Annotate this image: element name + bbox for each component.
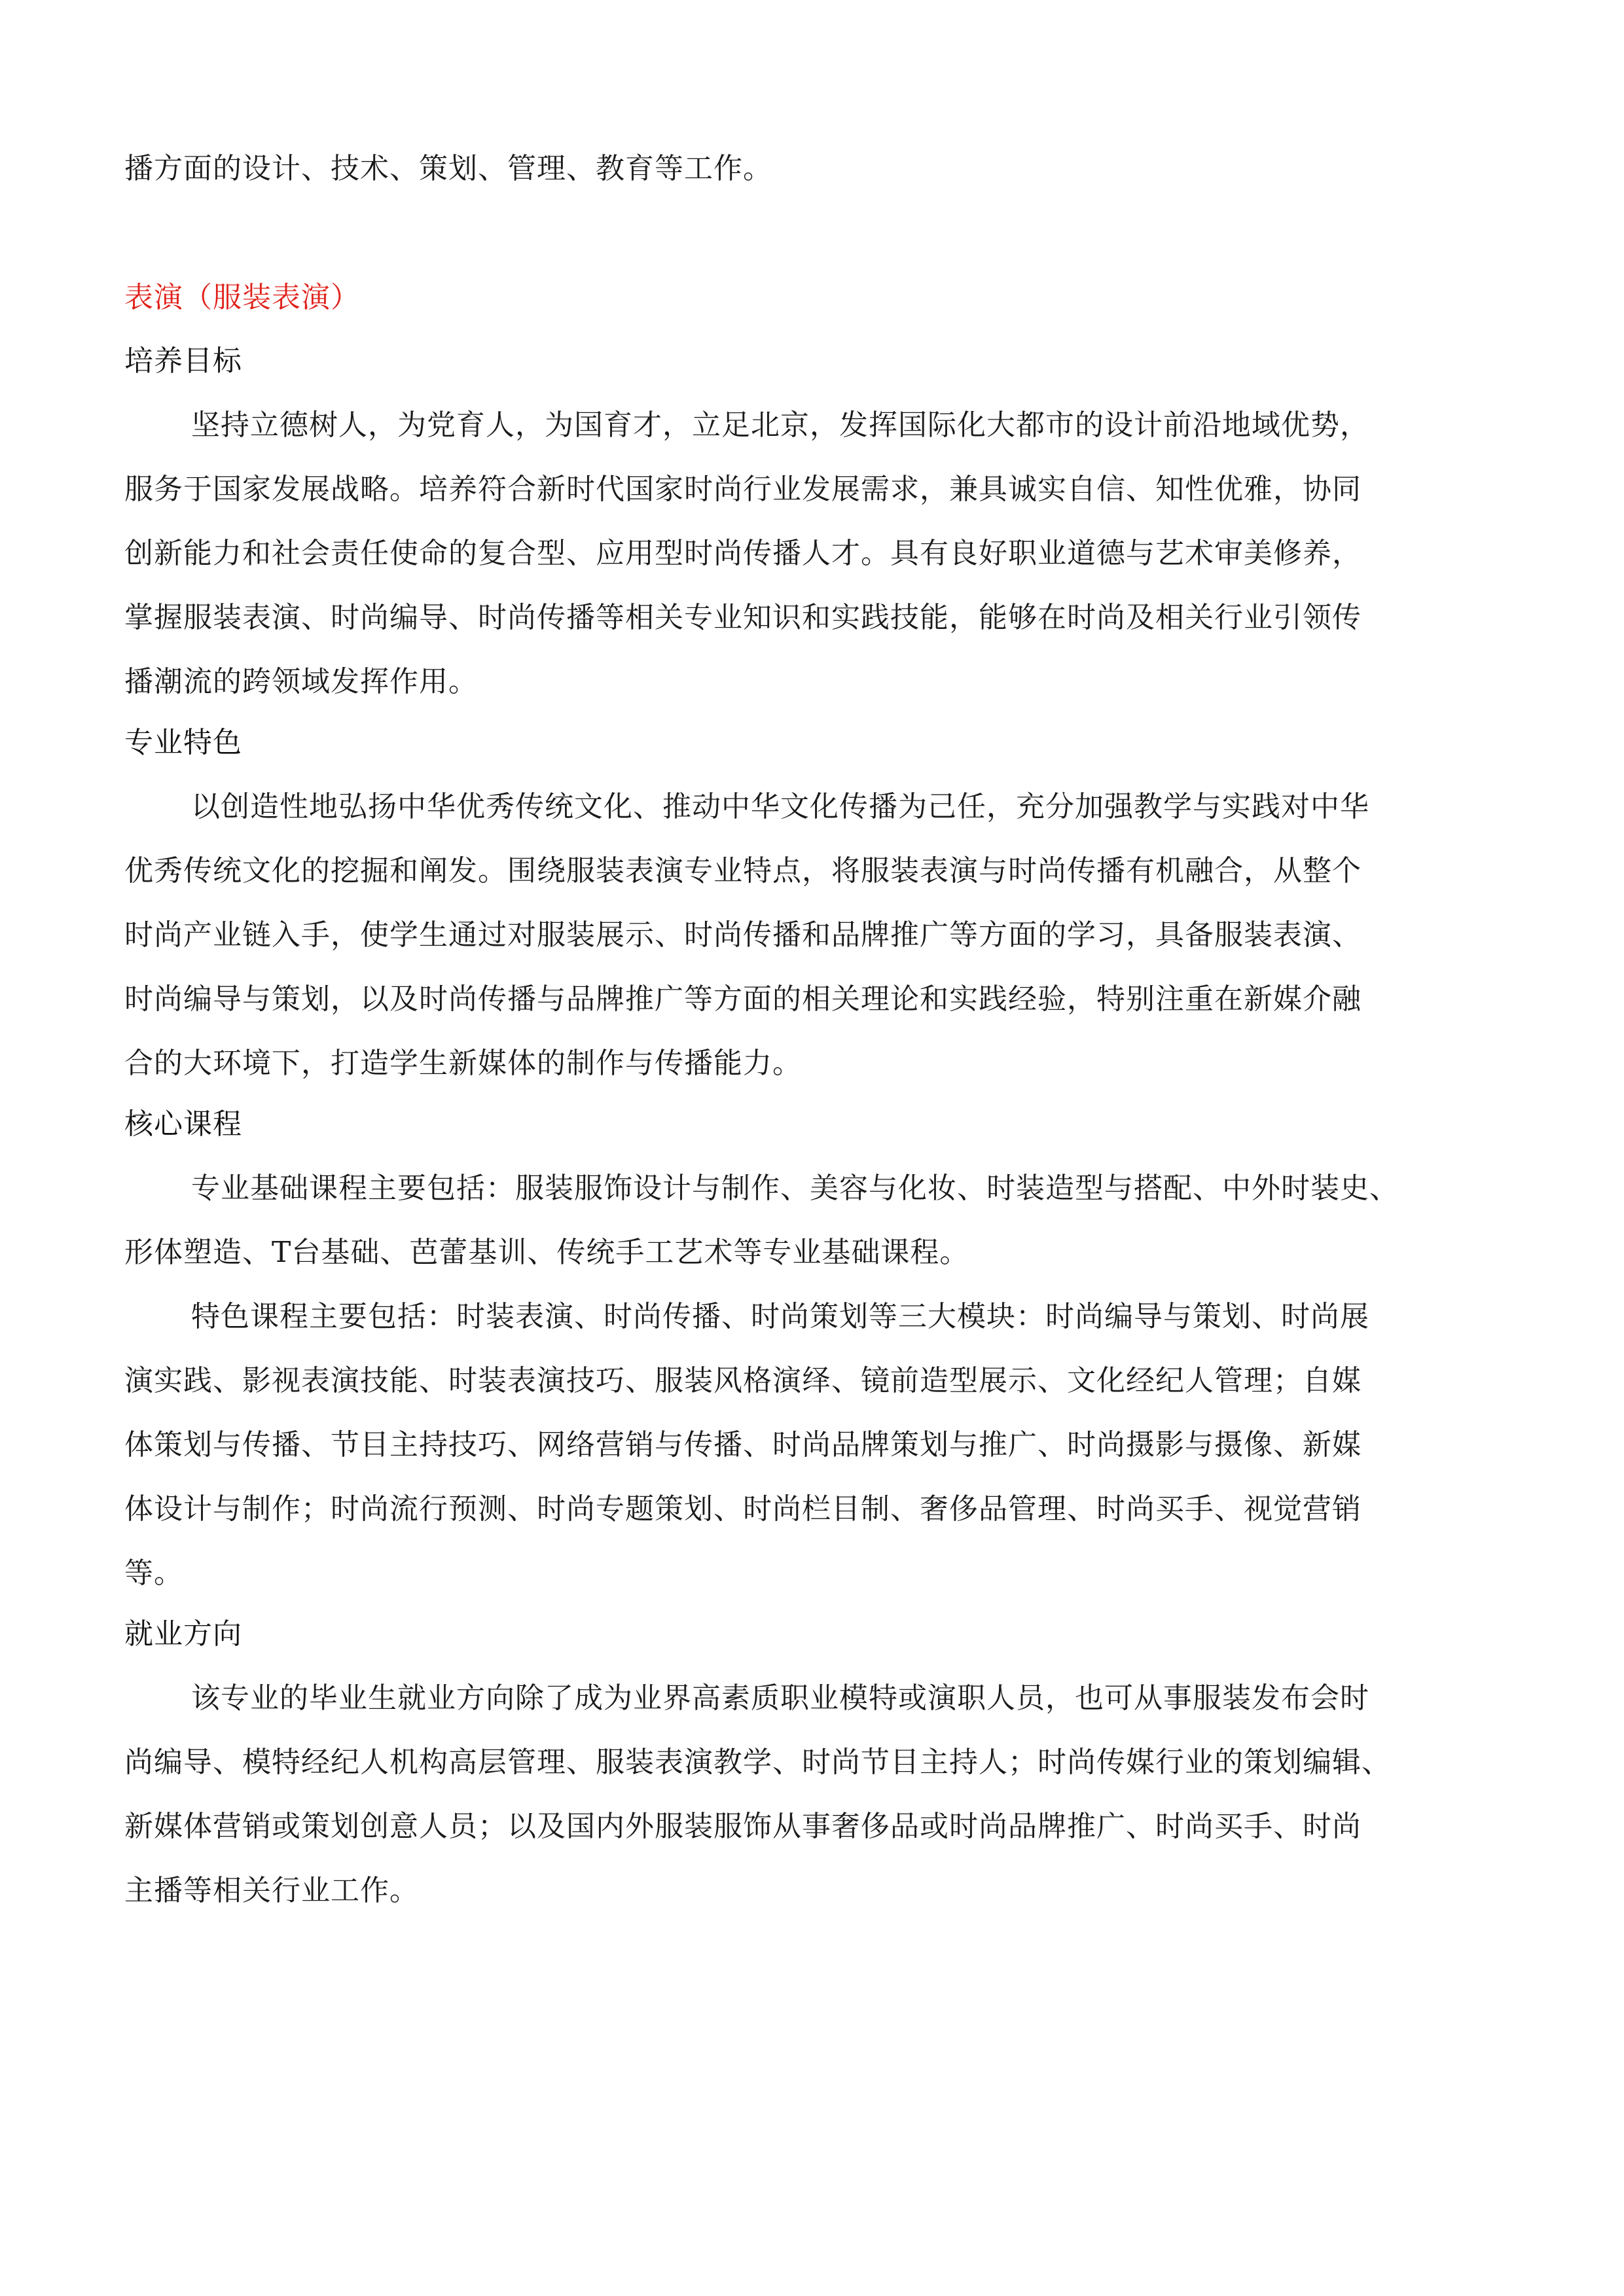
employment-line: 主播等相关行业工作。	[124, 1874, 419, 1907]
courses-line: 等。	[124, 1556, 183, 1590]
objectives-line: 播潮流的跨领域发挥作用。	[124, 665, 478, 698]
employment-line: 该专业的毕业生就业方向除了成为业界高素质职业模特或演职人员，也可从事服装发布会时	[191, 1681, 1369, 1715]
objectives-line: 服务于国家发展战略。培养符合新时代国家时尚行业发展需求，兼具诚实自信、知性优雅，协同	[124, 473, 1362, 506]
courses-line: 体设计与制作；时尚流行预测、时尚专题策划、时尚栏目制、奢侈品管理、时尚买手、视觉营销	[124, 1492, 1362, 1526]
objectives-line: 掌握服装表演、时尚编导、时尚传播等相关专业知识和实践技能，能够在时尚及相关行业引领传	[124, 601, 1362, 634]
objectives-heading: 培养目标	[124, 344, 242, 378]
features-line: 合的大环境下，打造学生新媒体的制作与传播能力。	[124, 1047, 802, 1080]
section-title: 表演（服装表演）	[124, 281, 360, 314]
courses-line: 专业基础课程主要包括：服装服饰设计与制作、美容与化妆、时装造型与搭配、中外时装史、	[191, 1172, 1399, 1205]
intro-line: 播方面的设计、技术、策划、管理、教育等工作。	[124, 152, 772, 185]
courses-line: 体策划与传播、节目主持技巧、网络营销与传播、时尚品牌策划与推广、时尚摄影与摄像、新媒	[124, 1428, 1362, 1462]
objectives-line: 创新能力和社会责任使命的复合型、应用型时尚传播人才。具有良好职业道德与艺术审美修养，	[124, 537, 1362, 570]
features-line: 优秀传统文化的挖掘和阐发。围绕服装表演专业特点，将服装表演与时尚传播有机融合，从整个	[124, 854, 1362, 888]
courses-line: 形体塑造、T台基础、芭蕾基训、传统手工艺术等专业基础课程。	[124, 1236, 969, 1269]
employment-line: 新媒体营销或策划创意人员；以及国内外服装服饰从事奢侈品或时尚品牌推广、时尚买手、时尚	[124, 1810, 1362, 1843]
employment-heading: 就业方向	[124, 1617, 242, 1651]
courses-line: 演实践、影视表演技能、时装表演技巧、服装风格演绎、镜前造型展示、文化经纪人管理；自媒	[124, 1364, 1362, 1397]
features-line: 时尚编导与策划，以及时尚传播与品牌推广等方面的相关理论和实践经验，特别注重在新媒介融	[124, 982, 1362, 1016]
features-line: 以创造性地弘扬中华优秀传统文化、推动中华文化传播为己任，充分加强教学与实践对中华	[191, 790, 1369, 823]
employment-line: 尚编导、模特经纪人机构高层管理、服装表演教学、时尚节目主持人；时尚传媒行业的策划编辑、	[124, 1746, 1391, 1779]
courses-heading: 核心课程	[124, 1107, 242, 1141]
features-heading: 专业特色	[124, 726, 242, 759]
courses-line: 特色课程主要包括：时装表演、时尚传播、时尚策划等三大模块：时尚编导与策划、时尚展	[191, 1300, 1369, 1333]
features-line: 时尚产业链入手，使学生通过对服装展示、时尚传播和品牌推广等方面的学习，具备服装表演、	[124, 918, 1362, 952]
objectives-line: 坚持立德树人，为党育人，为国育才，立足北京，发挥国际化大都市的设计前沿地域优势，	[191, 408, 1369, 442]
